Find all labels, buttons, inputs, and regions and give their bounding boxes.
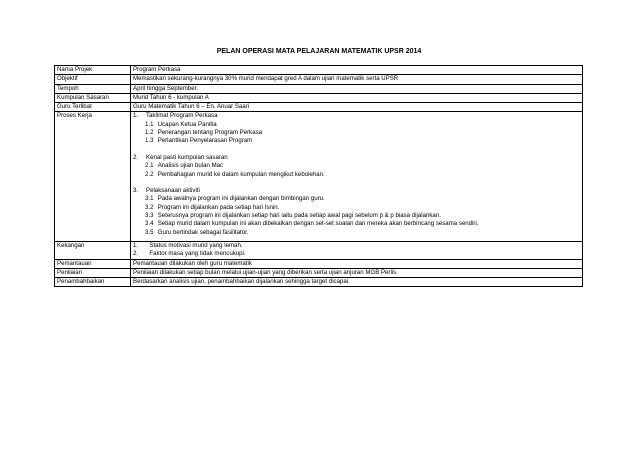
section-title: Pelaksanaan aktiviti — [146, 187, 200, 195]
table-row — [55, 103, 583, 112]
item-text: Status motivasi murid yang lemah. — [149, 241, 243, 249]
row-value: Penilaian dilakukan setiap bulan melalui ujian-ujian yang diberikan serta ujian anjuran MGB Perlis. — [131, 268, 583, 277]
list-item — [133, 195, 580, 203]
kekangan-cell — [131, 241, 583, 259]
row-label: Guru Terlibat — [55, 103, 131, 112]
section-number: 2. — [133, 153, 139, 161]
item-text: Setiap murid dalam kumpulan ini akan dibekalkan dengan set-set soalan dan mereka akan berbincang sesama sendiri. — [157, 220, 479, 228]
table-row — [55, 93, 583, 102]
list-item — [133, 229, 580, 237]
item-number: 3.3 — [145, 212, 154, 220]
item-number: 3.5 — [145, 228, 154, 236]
section-heading — [133, 154, 580, 162]
list-item — [133, 137, 580, 145]
list-item — [133, 242, 580, 250]
item-number: 1.1 — [145, 120, 154, 128]
item-number: 2.1 — [145, 162, 154, 170]
item-number: 1. — [133, 241, 139, 249]
list-item — [133, 204, 580, 212]
item-number: 2.2 — [145, 170, 154, 178]
row-label: Tempoh — [55, 84, 131, 93]
list-item — [133, 212, 580, 220]
table-row — [55, 75, 583, 84]
table-row — [55, 66, 583, 75]
list-item — [133, 129, 580, 137]
section-number: 1. — [133, 112, 139, 120]
table-row — [55, 84, 583, 93]
row-value: April hingga September. — [131, 84, 583, 93]
section-heading — [133, 187, 580, 195]
list-item — [133, 121, 580, 129]
section-title: Kenal pasti kumpulan sasaran — [146, 153, 228, 161]
item-text: Ucapan Ketua Panitia — [157, 120, 217, 128]
list-item — [133, 162, 580, 170]
row-value: Program Perkasa — [131, 66, 583, 75]
row-label: Penilaian — [55, 268, 131, 277]
list-item — [133, 250, 580, 258]
item-text: Perlantikan Penyelarasan Program — [157, 137, 253, 145]
proses-kerja-cell — [131, 112, 583, 241]
table-row — [55, 112, 583, 241]
list-item — [133, 220, 580, 228]
table-row — [55, 268, 583, 277]
table-row — [55, 259, 583, 268]
row-value: Guru Matematik Tahun 6 – En. Anuar Saari — [131, 103, 583, 112]
item-number: 1.3 — [145, 137, 154, 145]
item-text: Program ini dijalankan pada setiap hari Isnin. — [157, 203, 280, 211]
list-item — [133, 171, 580, 179]
item-text: Guru bertindak sebagai fasilitator. — [157, 228, 249, 236]
spacer — [133, 179, 580, 187]
table-row — [55, 278, 583, 287]
row-label: Penambahbaikan — [55, 278, 131, 287]
row-label: Kumpulan Sasaran — [55, 93, 131, 102]
item-text: Pembahagian murid ke dalam kumpulan mengikut kebolehan. — [157, 170, 325, 178]
row-label: Nama Projek — [55, 66, 131, 75]
row-label: Proses Kerja — [55, 112, 131, 241]
spacer — [133, 146, 580, 154]
item-number: 3.1 — [145, 195, 154, 203]
item-text: Penerangan tentang Program Perkasa — [157, 129, 263, 137]
row-label: Kekangan — [55, 241, 131, 259]
section-number: 3. — [133, 187, 139, 195]
table-row — [55, 241, 583, 259]
item-number: 1.2 — [145, 129, 154, 137]
item-number: 3.4 — [145, 220, 154, 228]
item-text: Faktor masa yang tidak mencukupi. — [149, 250, 246, 258]
item-number: 2. — [133, 250, 139, 258]
row-value: Memastikan sekurang-kurangnya 30% murid mendapat gred A dalam ujian matematik serta UPSR — [131, 75, 583, 84]
row-label: Pemantauan — [55, 259, 131, 268]
item-text: Analisis ujian bulan Mac — [157, 162, 224, 170]
row-value: Pemantauan dilakukan oleh guru matematik — [131, 259, 583, 268]
item-number: 3.2 — [145, 203, 154, 211]
section-heading — [133, 112, 580, 120]
section-title: Taklimat Program Perkasa — [146, 112, 218, 120]
row-label: Objektif — [55, 75, 131, 84]
plan-table — [54, 65, 583, 287]
row-value: Murid Tahun 6 - kumpulan A — [131, 93, 583, 102]
item-text: Seterusnya program ini dijalankan setiap hari iaitu pada setiap awal pagi sebelum p & p biasa dijalankan. — [157, 212, 441, 220]
item-text: Pada awalnya program ini dijalankan dengan bimbingan guru. — [157, 195, 325, 203]
row-value: Berdasarkan analisis ujian, penambahbaikan dijalankan sehingga target dicapai. — [131, 278, 583, 287]
page-title: PELAN OPERASI MATA PELAJARAN MATEMATIK UPSR 2014 — [216, 48, 422, 55]
